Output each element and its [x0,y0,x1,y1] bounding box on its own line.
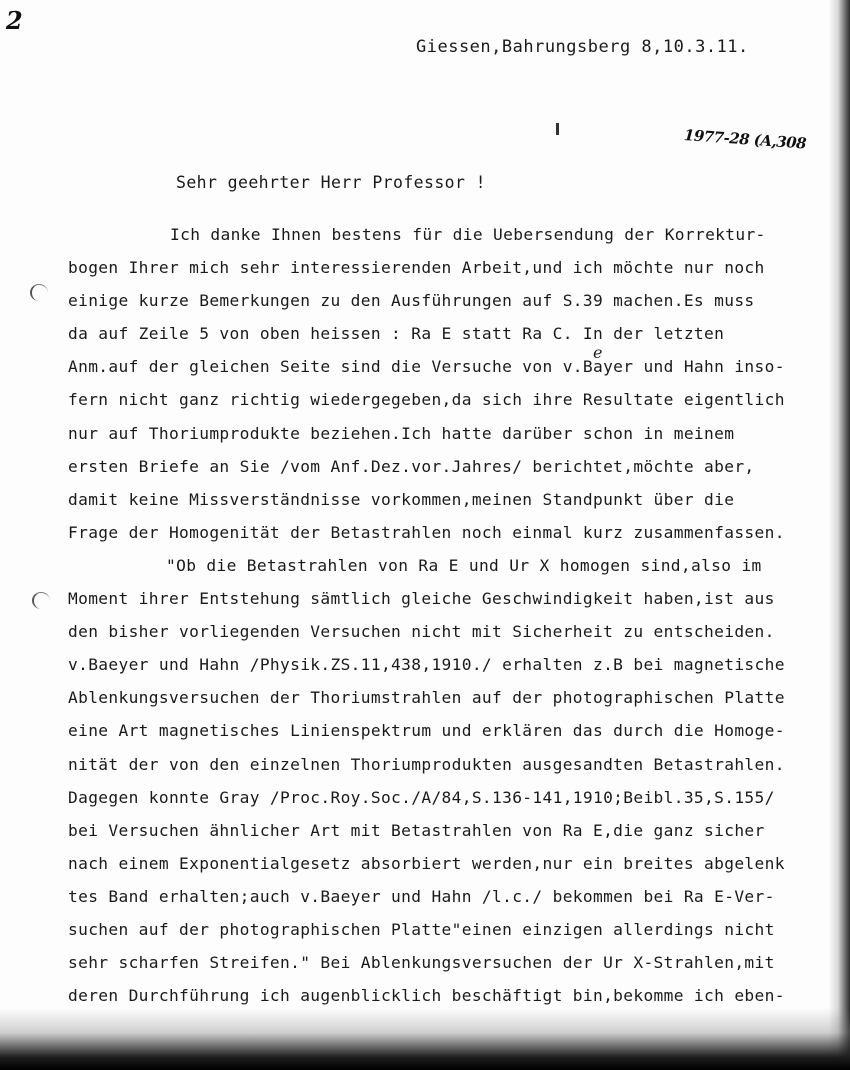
body-line: Dagegen konnte Gray /Proc.Roy.Soc./A/84,S.136-141,1910;Beibl.35,S.155/ [68,787,775,807]
body-line: fern nicht ganz richtig wiedergegeben,da sich ihre Resultate eigentlich [68,390,785,410]
handwritten-insert-mark: e [593,343,603,362]
body-line: nach einem Exponentialgesetz absorbiert werden,nur ein breites abgelenk [68,853,785,873]
body-line: deren Durchführung ich augenblicklich beschäftigt bin,bekomme ich eben- [68,986,785,1006]
body-line: ersten Briefe an Sie /vom Anf.Dez.vor.Jahres/ berichtet,möchte aber, [68,456,755,476]
body-line: suchen auf der photographischen Platte"einen einzigen allerdings nicht [68,919,775,939]
scan-bottom-edge-shadow [0,1008,850,1070]
body-line: damit keine Missverständnisse vorkommen,meinen Standpunkt über die [68,489,735,509]
body-line: Frage der Homogenität der Betastrahlen noch einmal kurz zusammenfassen. [68,522,785,542]
body-line: sehr scharfen Streifen." Bei Ablenkungsversuchen der Ur X-Strahlen,mit [68,953,775,973]
body-line: tes Band erhalten;auch v.Baeyer und Hahn /l.c./ bekommen bei Ra E-Ver- [68,886,775,906]
body-line: Ablenkungsversuchen der Thoriumstrahlen auf der photographischen Platte [68,688,785,708]
body-line: den bisher vorliegenden Versuchen nicht mit Sicherheit zu entscheiden. [68,622,775,642]
body-line: Moment ihrer Entstehung sämtlich gleiche Geschwindigkeit haben,ist aus [68,589,775,609]
body-line: v.Baeyer und Hahn /Physik.ZS.11,438,1910./ erhalten z.B bei magnetische [68,655,785,675]
body-line: bogen Ihrer mich sehr interessierenden Arbeit,und ich möchte nur noch [68,258,765,278]
punch-hole-mark [32,592,50,609]
archive-annotation: 1977-28 (A,308 [683,126,807,153]
ink-mark [556,123,559,135]
body-line: einige kurze Bemerkungen zu den Ausführungen auf S.39 machen.Es muss [68,291,755,311]
body-line: "Ob die Betastrahlen von Ra E und Ur X homogen sind,also im [166,555,762,575]
body-line: eine Art magnetisches Linienspektrum und erklären das durch die Homoge- [68,721,785,741]
page-number: 2 [6,6,23,35]
place-date-line: Giessen,Bahrungsberg 8,10.3.11. [416,37,749,57]
body-line: Anm.auf der gleichen Seite sind die Versuche von v.Bayer und Hahn inso- [68,357,785,377]
body-line: nität der von den einzelnen Thoriumprodukten ausgesandten Betastrahlen. [68,754,785,774]
body-line: bei Versuchen ähnlicher Art mit Betastrahlen von Ra E,die ganz sicher [68,820,765,840]
body-line: nur auf Thoriumprodukte beziehen.Ich hatte darüber schon in meinem [68,423,735,443]
scan-right-edge-shadow [828,0,850,1070]
letter-body [68,221,818,1015]
punch-hole-mark [30,284,48,301]
salutation: Sehr geehrter Herr Professor ! [176,173,487,192]
body-line: da auf Zeile 5 von oben heissen : Ra E statt Ra C. In der letzten [68,324,725,344]
body-line: Ich danke Ihnen bestens für die Uebersendung der Korrektur- [170,225,766,244]
